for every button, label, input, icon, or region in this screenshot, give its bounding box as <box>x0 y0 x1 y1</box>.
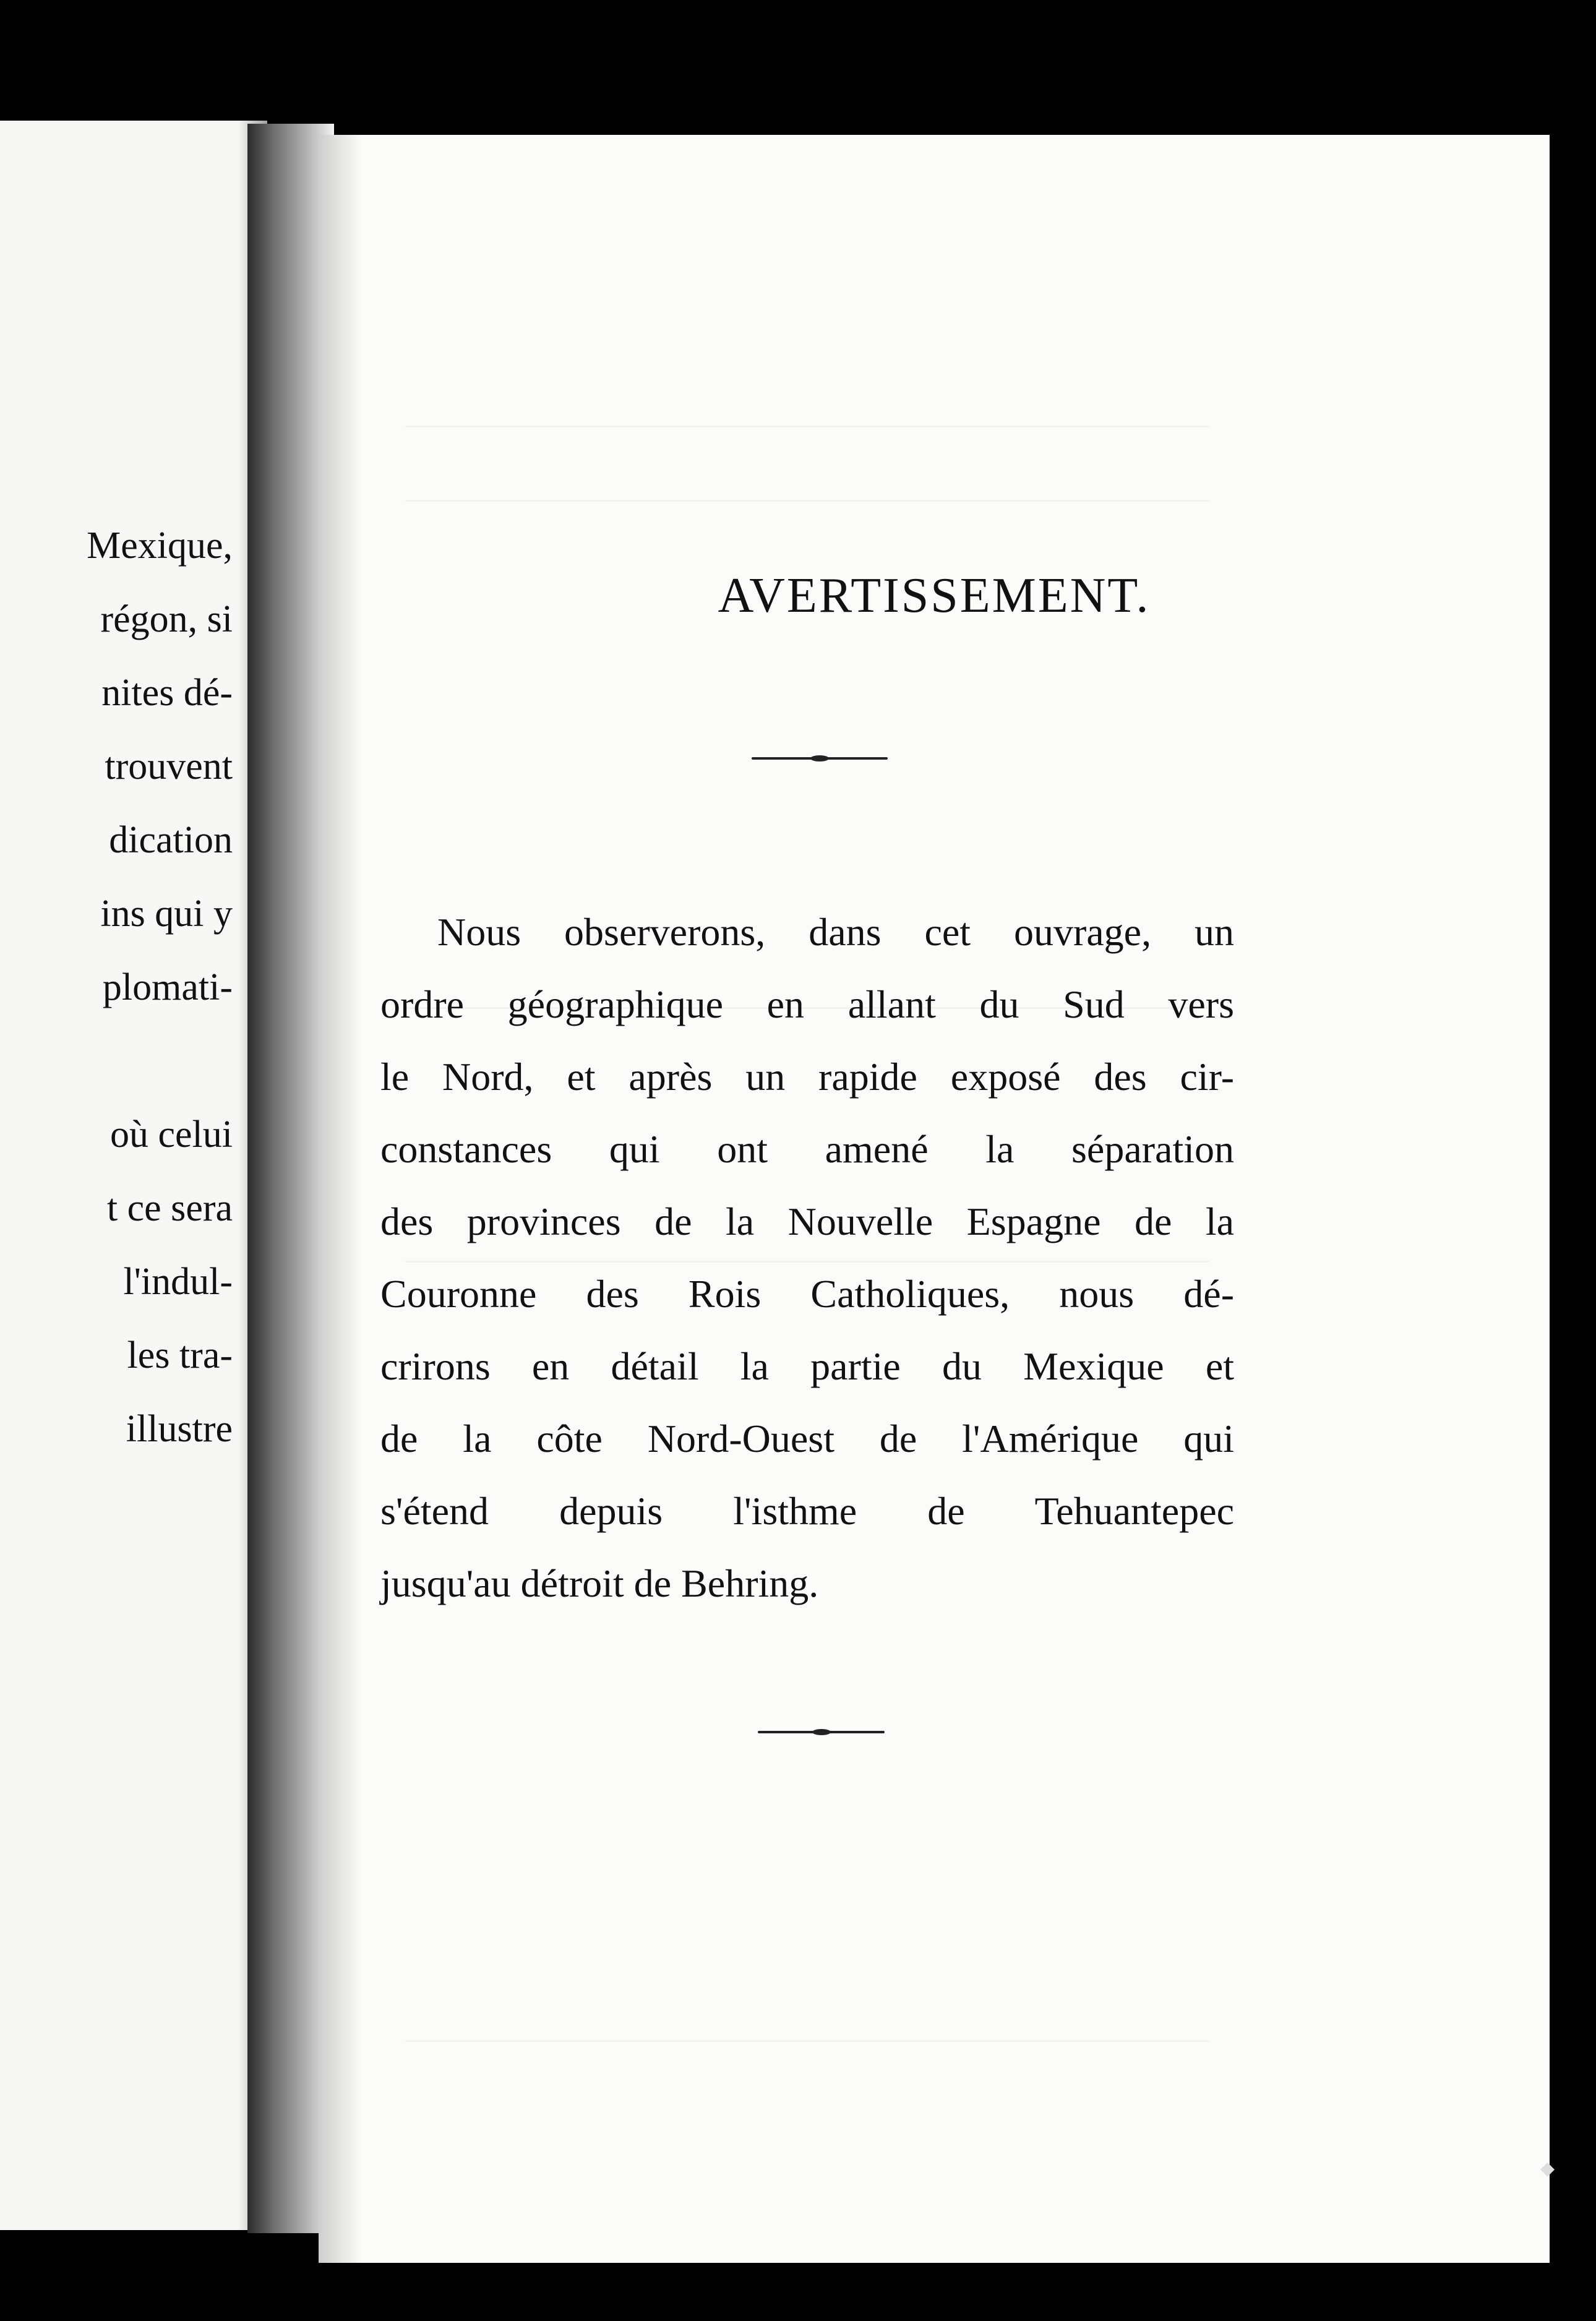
previous-page-line <box>87 1024 233 1098</box>
scan-speck: ◆ <box>1540 2158 1555 2179</box>
page-heading: AVERTISSEMENT. <box>718 568 1151 623</box>
bleed-through-line <box>405 500 1209 502</box>
previous-page-line: nites dé- <box>101 672 233 714</box>
previous-page-line: plomati- <box>102 966 233 1008</box>
previous-page-line: t ce sera <box>106 1187 233 1229</box>
previous-page-line: régon, si <box>100 598 233 640</box>
bleed-through-line <box>405 2040 1209 2042</box>
paragraph-line: Nous observerons, dans cet ouvrage, un <box>437 910 1234 954</box>
previous-page-line: trouvent <box>105 745 233 787</box>
paragraph-line: constances qui ont amené la séparation <box>380 1127 1234 1171</box>
previous-page-line: l'indul- <box>123 1261 233 1303</box>
page-inner-shadow <box>319 135 362 2263</box>
paragraph-line: le Nord, et après un rapide exposé des cir- <box>380 1055 1234 1099</box>
ornamental-rule-top <box>752 757 888 760</box>
rule-ornament <box>812 1729 831 1735</box>
rule-ornament <box>810 755 829 762</box>
previous-page-line: ins qui y <box>100 893 233 935</box>
previous-page-text <box>87 509 233 1466</box>
paragraph-line: ordre géographique en allant du Sud vers <box>380 982 1234 1026</box>
previous-page-line: où celui <box>110 1113 233 1156</box>
main-page <box>319 135 1550 2263</box>
previous-page-fragment <box>0 121 267 2230</box>
paragraph-line: des provinces de la Nouvelle Espagne de la <box>380 1199 1234 1243</box>
paragraph-line: de la côte Nord-Ouest de l'Amérique qui <box>380 1417 1234 1461</box>
paragraph-line: s'étend depuis l'isthme de Tehuantepec <box>380 1489 1234 1533</box>
ornamental-rule-bottom <box>758 1731 885 1733</box>
bleed-through-line <box>405 426 1209 427</box>
notice-paragraph <box>380 896 1234 1620</box>
previous-page-line: illustre <box>126 1408 233 1450</box>
previous-page-line: les tra- <box>127 1334 233 1376</box>
paragraph-line: Couronne des Rois Catholiques, nous dé- <box>380 1272 1234 1316</box>
paragraph-line: jusqu'au détroit de Behring. <box>380 1561 819 1605</box>
paragraph-line: crirons en détail la partie du Mexique et <box>380 1344 1234 1388</box>
previous-page-line: Mexique, <box>87 525 233 567</box>
previous-page-line: dication <box>109 819 233 861</box>
